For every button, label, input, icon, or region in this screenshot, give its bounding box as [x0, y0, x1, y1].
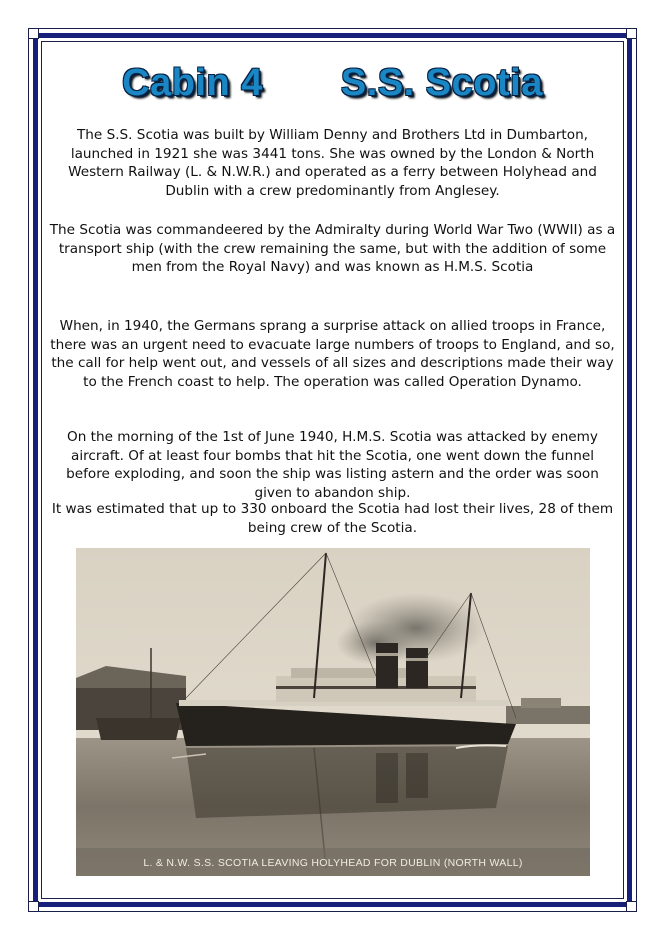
page-title	[0, 62, 665, 105]
border-corner-bottom-left	[28, 901, 39, 912]
title-cabin: Cabin 4	[122, 62, 263, 104]
paragraph-casualties: It was estimated that up to 330 onboard the Scotia had lost their lives, 28 of them being crew of the Scotia.	[51, 501, 614, 536]
border-corner-top-left	[28, 28, 39, 39]
photo-caption: L. & N.W. S.S. SCOTIA LEAVING HOLYHEAD FOR DUBLIN (NORTH WALL)	[143, 857, 523, 869]
ship-photograph	[76, 548, 590, 876]
paragraph-attack: On the morning of the 1st of June 1940, H.M.S. Scotia was attacked by enemy aircraft. Of at least four bombs that hit the Scotia, one went down the funnel before exploding, and soon the ship was listing astern and the order was soon given to abandon ship.	[66, 429, 599, 501]
border-corner-top-right	[626, 28, 637, 39]
paragraph-ship-history: The S.S. Scotia was built by William Denny and Brothers Ltd in Dumbarton, launched in 1921 she was 3441 tons. She was owned by the London & North Western Railway (L. & N.W.R.) and operated as a ferry between Holyhead and Dublin with a crew predominantly from Anglesey.	[68, 127, 597, 199]
title-ship-name: S.S. Scotia	[340, 62, 543, 104]
paragraph-operation-dynamo: When, in 1940, the Germans sprang a surprise attack on allied troops in France, there was an urgent need to evacuate large numbers of troops to England, and so, the call for help went out, and vessels of all sizes and descriptions made their way to the French coast to help. The operation was called Operation Dynamo.	[50, 318, 615, 390]
border-corner-bottom-right	[626, 901, 637, 912]
paragraph-admiralty: The Scotia was commandeered by the Admiralty during World War Two (WWII) as a transport ship (with the crew remaining the same, but with the addition of some men from the Royal Navy) and was known as H.M.S. Scotia	[49, 222, 616, 276]
